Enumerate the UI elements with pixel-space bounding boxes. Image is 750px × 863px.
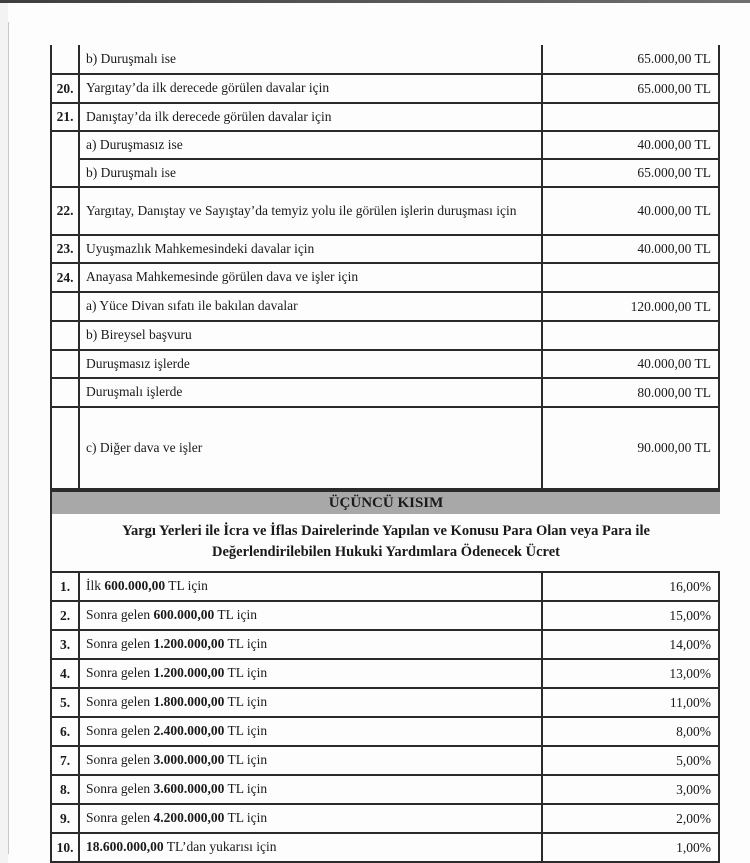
description-amount: 1.200.000,00 bbox=[153, 636, 225, 652]
row-description bbox=[79, 688, 542, 717]
row-number: 6. bbox=[51, 717, 79, 746]
description-suffix: TL için bbox=[224, 723, 268, 739]
row-description bbox=[79, 601, 542, 630]
description-amount: 600.000,00 bbox=[104, 578, 166, 594]
row-description bbox=[79, 630, 542, 659]
row-amount: 40.000,00 TL bbox=[542, 235, 719, 263]
row-number: 9. bbox=[51, 804, 79, 833]
section-subtitle-line2: Değerlendirilebilen Hukuki Yardımlara Ödenecek Ücret bbox=[212, 544, 560, 561]
row-description: Duruşmalı işlerde bbox=[79, 378, 542, 407]
row-amount: 40.000,00 TL bbox=[542, 131, 719, 159]
row-description: c) Diğer dava ve işler bbox=[79, 407, 542, 489]
page-left-margin bbox=[0, 3, 8, 863]
row-description: Anayasa Mahkemesinde görülen dava ve işler için bbox=[79, 263, 542, 292]
row-description bbox=[79, 659, 542, 688]
row-description bbox=[79, 746, 542, 775]
percentage-table bbox=[50, 571, 720, 863]
description-suffix: TL için bbox=[224, 636, 268, 652]
description-suffix: TL için bbox=[224, 694, 268, 710]
description-suffix: TL için bbox=[224, 810, 268, 826]
description-suffix: TL için bbox=[224, 752, 268, 768]
row-description: Yargıtay, Danıştay ve Sayıştay’da temyiz yolu ile görülen işlerin duruşması için bbox=[79, 187, 542, 235]
row-number: 20. bbox=[51, 74, 79, 103]
scan-top-edge bbox=[0, 0, 750, 3]
section-subtitle-line1: Yargı Yerleri ile İcra ve İflas Dairelerinde Yapılan ve Konusu Para Olan veya Para ile bbox=[122, 523, 650, 539]
description-prefix: Sonra gelen bbox=[86, 607, 154, 623]
section-header-title: ÜÇÜNCÜ KISIM bbox=[328, 494, 444, 511]
table-row bbox=[51, 630, 719, 659]
table-row bbox=[51, 688, 719, 717]
table-row bbox=[51, 775, 719, 804]
scan-left-edge bbox=[8, 22, 9, 854]
row-amount: 40.000,00 TL bbox=[542, 350, 719, 378]
fees-table bbox=[50, 45, 720, 490]
row-description: Yargıtay’da ilk derecede görülen davalar için bbox=[79, 74, 542, 103]
row-amount: 90.000,00 TL bbox=[542, 407, 719, 489]
description-amount: 18.600.000,00 bbox=[86, 839, 164, 855]
row-number: 22. bbox=[51, 187, 79, 235]
row-number bbox=[51, 407, 79, 489]
row-amount: 80.000,00 TL bbox=[542, 378, 719, 407]
table-row bbox=[51, 187, 719, 235]
row-number bbox=[51, 45, 79, 74]
document-page bbox=[50, 45, 720, 863]
row-number: 3. bbox=[51, 630, 79, 659]
row-amount: 65.000,00 TL bbox=[542, 74, 719, 103]
description-amount: 3.000.000,00 bbox=[153, 752, 225, 768]
row-number: 1. bbox=[51, 572, 79, 601]
row-amount bbox=[542, 103, 719, 131]
description-suffix: TL için bbox=[224, 665, 268, 681]
description-prefix: Sonra gelen bbox=[86, 752, 154, 768]
table-row bbox=[51, 131, 719, 159]
table-row bbox=[51, 45, 719, 74]
table-row bbox=[51, 833, 719, 862]
table-row bbox=[51, 659, 719, 688]
row-amount: 65.000,00 TL bbox=[542, 45, 719, 74]
row-description bbox=[79, 804, 542, 833]
table-row bbox=[51, 407, 719, 489]
row-number: 5. bbox=[51, 688, 79, 717]
row-number: 8. bbox=[51, 775, 79, 804]
description-suffix: TL’dan yukarısı için bbox=[163, 839, 277, 855]
table-row bbox=[51, 717, 719, 746]
row-number: 7. bbox=[51, 746, 79, 775]
row-description: a) Duruşmasız ise bbox=[79, 131, 542, 159]
row-amount: 40.000,00 TL bbox=[542, 187, 719, 235]
description-amount: 1.200.000,00 bbox=[153, 665, 225, 681]
row-number bbox=[51, 292, 79, 321]
description-prefix: Sonra gelen bbox=[86, 781, 154, 797]
row-description bbox=[79, 833, 542, 862]
description-prefix: Sonra gelen bbox=[86, 723, 154, 739]
description-suffix: TL için bbox=[214, 607, 257, 623]
row-rate: 14,00% bbox=[542, 630, 719, 659]
table-row bbox=[51, 74, 719, 103]
row-description: Uyuşmazlık Mahkemesindeki davalar için bbox=[79, 235, 542, 263]
row-rate: 5,00% bbox=[542, 746, 719, 775]
description-amount: 2.400.000,00 bbox=[153, 723, 225, 739]
row-description: b) Duruşmalı ise bbox=[79, 159, 542, 187]
row-number: 21. bbox=[51, 103, 79, 131]
section-subtitle bbox=[50, 514, 720, 571]
row-number: 24. bbox=[51, 263, 79, 292]
row-number: 23. bbox=[51, 235, 79, 263]
row-rate: 8,00% bbox=[542, 717, 719, 746]
description-amount: 1.800.000,00 bbox=[153, 694, 225, 710]
row-number bbox=[51, 350, 79, 378]
description-suffix: TL için bbox=[165, 578, 208, 594]
row-amount: 65.000,00 TL bbox=[542, 159, 719, 187]
table-row bbox=[51, 103, 719, 131]
row-rate: 1,00% bbox=[542, 833, 719, 862]
row-description: b) Duruşmalı ise bbox=[79, 45, 542, 74]
row-rate: 3,00% bbox=[542, 775, 719, 804]
row-description bbox=[79, 572, 542, 601]
table-row bbox=[51, 350, 719, 378]
description-suffix: TL için bbox=[224, 781, 268, 797]
table-row bbox=[51, 378, 719, 407]
table-row bbox=[51, 321, 719, 350]
row-number bbox=[51, 378, 79, 407]
table-row bbox=[51, 159, 719, 187]
row-rate: 15,00% bbox=[542, 601, 719, 630]
section-header-band bbox=[50, 490, 720, 514]
row-number: 4. bbox=[51, 659, 79, 688]
row-rate: 2,00% bbox=[542, 804, 719, 833]
row-number: 10. bbox=[51, 833, 79, 862]
table-row bbox=[51, 263, 719, 292]
description-prefix: Sonra gelen bbox=[86, 665, 154, 681]
row-rate: 11,00% bbox=[542, 688, 719, 717]
table-row bbox=[51, 235, 719, 263]
row-amount: 120.000,00 TL bbox=[542, 292, 719, 321]
description-prefix: İlk bbox=[86, 578, 105, 594]
row-description bbox=[79, 717, 542, 746]
row-description: a) Yüce Divan sıfatı ile bakılan davalar bbox=[79, 292, 542, 321]
description-prefix: Sonra gelen bbox=[86, 694, 154, 710]
description-amount: 3.600.000,00 bbox=[153, 781, 225, 797]
description-prefix: Sonra gelen bbox=[86, 636, 154, 652]
table-row bbox=[51, 804, 719, 833]
table-row bbox=[51, 292, 719, 321]
row-number: 2. bbox=[51, 601, 79, 630]
table-row bbox=[51, 746, 719, 775]
row-rate: 16,00% bbox=[542, 572, 719, 601]
row-description bbox=[79, 775, 542, 804]
description-amount: 4.200.000,00 bbox=[153, 810, 225, 826]
description-prefix: Sonra gelen bbox=[86, 810, 154, 826]
row-number bbox=[51, 131, 79, 187]
row-description: Danıştay’da ilk derecede görülen davalar için bbox=[79, 103, 542, 131]
row-rate: 13,00% bbox=[542, 659, 719, 688]
row-description: Duruşmasız işlerde bbox=[79, 350, 542, 378]
row-amount bbox=[542, 263, 719, 292]
row-amount bbox=[542, 321, 719, 350]
description-amount: 600.000,00 bbox=[153, 607, 215, 623]
row-number bbox=[51, 321, 79, 350]
row-description: b) Bireysel başvuru bbox=[79, 321, 542, 350]
table-row bbox=[51, 601, 719, 630]
table-row bbox=[51, 572, 719, 601]
